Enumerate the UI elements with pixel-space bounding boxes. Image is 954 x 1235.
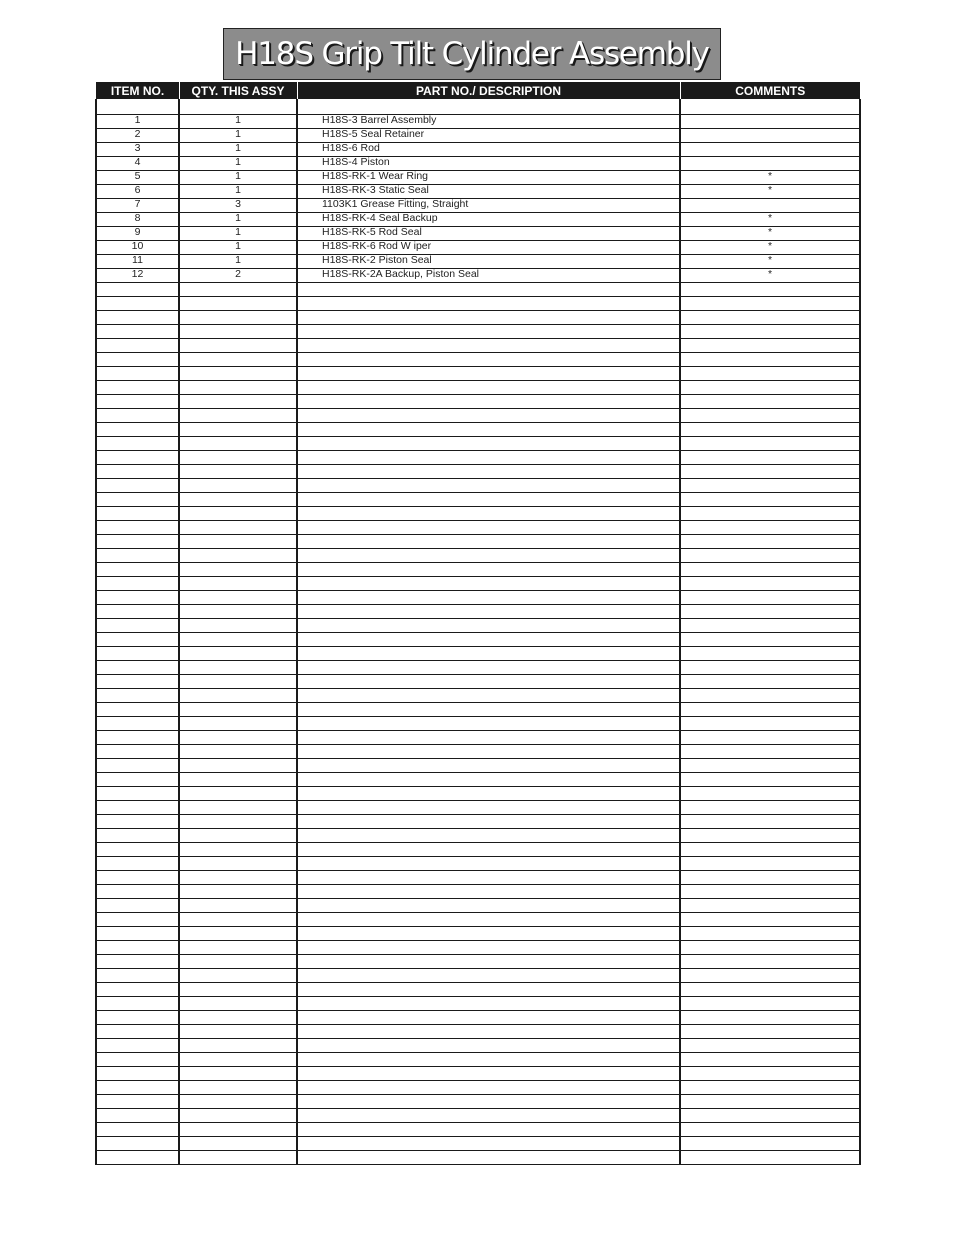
- description-cell: H18S-RK-4 Seal Backup: [297, 213, 680, 227]
- table-row-empty: [96, 577, 860, 591]
- comment-cell: *: [680, 185, 860, 199]
- qty-cell: 1: [179, 255, 297, 269]
- table-row-empty: [96, 605, 860, 619]
- table-row-empty: [96, 1039, 860, 1053]
- qty-cell: 1: [179, 143, 297, 157]
- table-row: [96, 143, 860, 157]
- table-row-empty: [96, 703, 860, 717]
- table-row-empty: [96, 983, 860, 997]
- table-row-empty: [96, 675, 860, 689]
- page-title: H18S Grip Tilt Cylinder Assembly: [235, 36, 709, 72]
- description-cell: H18S-4 Piston: [297, 157, 680, 171]
- header-qty: QTY. THIS ASSY: [179, 82, 297, 99]
- item-no-cell: 1: [96, 115, 179, 129]
- table-row-empty: [96, 339, 860, 353]
- table-row-empty: [96, 563, 860, 577]
- item-no-cell: 5: [96, 171, 179, 185]
- table-row-empty: [96, 507, 860, 521]
- table-row-empty: [96, 829, 860, 843]
- table-row-empty: [96, 1095, 860, 1109]
- qty-cell: 1: [179, 157, 297, 171]
- table-row-empty: [96, 465, 860, 479]
- comment-cell: [680, 115, 860, 129]
- description-cell: H18S-RK-1 Wear Ring: [297, 171, 680, 185]
- table-row-empty: [96, 927, 860, 941]
- item-no-cell: 2: [96, 129, 179, 143]
- description-cell: H18S-5 Seal Retainer: [297, 129, 680, 143]
- table-row-empty: [96, 717, 860, 731]
- table-row: [96, 157, 860, 171]
- table-row-empty: [96, 689, 860, 703]
- item-no-cell: 8: [96, 213, 179, 227]
- table-row-empty: [96, 1081, 860, 1095]
- item-no-cell: 12: [96, 269, 179, 283]
- table-row-empty: [96, 311, 860, 325]
- table-row-empty: [96, 409, 860, 423]
- table-row-empty: [96, 885, 860, 899]
- table-row-empty: [96, 1109, 860, 1123]
- qty-cell: 1: [179, 227, 297, 241]
- description-cell: H18S-RK-6 Rod W iper: [297, 241, 680, 255]
- table-row-empty: [96, 437, 860, 451]
- table-row: [96, 199, 860, 213]
- table-row-empty: [96, 913, 860, 927]
- item-no-cell: 11: [96, 255, 179, 269]
- qty-cell: 1: [179, 115, 297, 129]
- table-row-empty: [96, 381, 860, 395]
- table-row-empty: [96, 633, 860, 647]
- table-row: [96, 269, 860, 283]
- item-no-cell: 9: [96, 227, 179, 241]
- table-row-empty: [96, 661, 860, 675]
- table-row-empty: [96, 325, 860, 339]
- parts-table-body: [96, 99, 860, 1165]
- table-row-empty: [96, 731, 860, 745]
- table-row-empty: [96, 857, 860, 871]
- table-row-empty: [96, 493, 860, 507]
- table-row-empty: [96, 899, 860, 913]
- comment-cell: *: [680, 171, 860, 185]
- table-row: [96, 213, 860, 227]
- table-row-empty: [96, 745, 860, 759]
- header-comments: COMMENTS: [680, 82, 860, 99]
- description-cell: 1103K1 Grease Fitting, Straight: [297, 199, 680, 213]
- qty-cell: 1: [179, 241, 297, 255]
- table-row-empty: [96, 773, 860, 787]
- title-banner: [223, 28, 721, 80]
- table-row-empty: [96, 815, 860, 829]
- qty-cell: 1: [179, 171, 297, 185]
- description-cell: H18S-3 Barrel Assembly: [297, 115, 680, 129]
- table-row-empty: [96, 1137, 860, 1151]
- table-row-empty: [96, 843, 860, 857]
- comment-cell: *: [680, 241, 860, 255]
- table-row-empty: [96, 619, 860, 633]
- table-row-empty: [96, 647, 860, 661]
- table-row: [96, 115, 860, 129]
- comment-cell: *: [680, 213, 860, 227]
- table-row-empty: [96, 521, 860, 535]
- table-row: [96, 171, 860, 185]
- description-cell: H18S-RK-3 Static Seal: [297, 185, 680, 199]
- table-row-empty: [96, 367, 860, 381]
- qty-cell: 1: [179, 185, 297, 199]
- table-row-empty: [96, 969, 860, 983]
- comment-cell: *: [680, 227, 860, 241]
- parts-table: [95, 82, 861, 1165]
- table-row-empty: [96, 283, 860, 297]
- header-item-no: ITEM NO.: [96, 82, 179, 99]
- table-row: [96, 255, 860, 269]
- table-row-empty: [96, 99, 860, 115]
- comment-cell: *: [680, 269, 860, 283]
- qty-cell: 1: [179, 213, 297, 227]
- table-row-empty: [96, 997, 860, 1011]
- table-row: [96, 129, 860, 143]
- comment-cell: [680, 199, 860, 213]
- description-cell: H18S-RK-5 Rod Seal: [297, 227, 680, 241]
- table-row-empty: [96, 395, 860, 409]
- qty-cell: 3: [179, 199, 297, 213]
- table-row: [96, 227, 860, 241]
- table-row-empty: [96, 759, 860, 773]
- table-row-empty: [96, 1011, 860, 1025]
- table-header-row: [96, 82, 860, 99]
- item-no-cell: 6: [96, 185, 179, 199]
- table-row-empty: [96, 591, 860, 605]
- comment-cell: [680, 157, 860, 171]
- table-row-empty: [96, 1123, 860, 1137]
- table-row-empty: [96, 353, 860, 367]
- table-row-empty: [96, 549, 860, 563]
- description-cell: H18S-6 Rod: [297, 143, 680, 157]
- qty-cell: 2: [179, 269, 297, 283]
- header-part-description: PART NO./ DESCRIPTION: [297, 82, 680, 99]
- description-cell: H18S-RK-2A Backup, Piston Seal: [297, 269, 680, 283]
- table-row-empty: [96, 1067, 860, 1081]
- description-cell: H18S-RK-2 Piston Seal: [297, 255, 680, 269]
- table-row-empty: [96, 787, 860, 801]
- table-row-empty: [96, 479, 860, 493]
- table-row-empty: [96, 955, 860, 969]
- table-row: [96, 241, 860, 255]
- item-no-cell: 7: [96, 199, 179, 213]
- table-row-empty: [96, 1151, 860, 1165]
- comment-cell: *: [680, 255, 860, 269]
- table-row-empty: [96, 871, 860, 885]
- item-no-cell: 4: [96, 157, 179, 171]
- table-row-empty: [96, 451, 860, 465]
- qty-cell: 1: [179, 129, 297, 143]
- table-row-empty: [96, 423, 860, 437]
- table-row: [96, 185, 860, 199]
- item-no-cell: 3: [96, 143, 179, 157]
- comment-cell: [680, 129, 860, 143]
- table-row-empty: [96, 801, 860, 815]
- table-row-empty: [96, 535, 860, 549]
- table-row-empty: [96, 297, 860, 311]
- table-row-empty: [96, 1025, 860, 1039]
- item-no-cell: 10: [96, 241, 179, 255]
- table-row-empty: [96, 1053, 860, 1067]
- comment-cell: [680, 143, 860, 157]
- table-row-empty: [96, 941, 860, 955]
